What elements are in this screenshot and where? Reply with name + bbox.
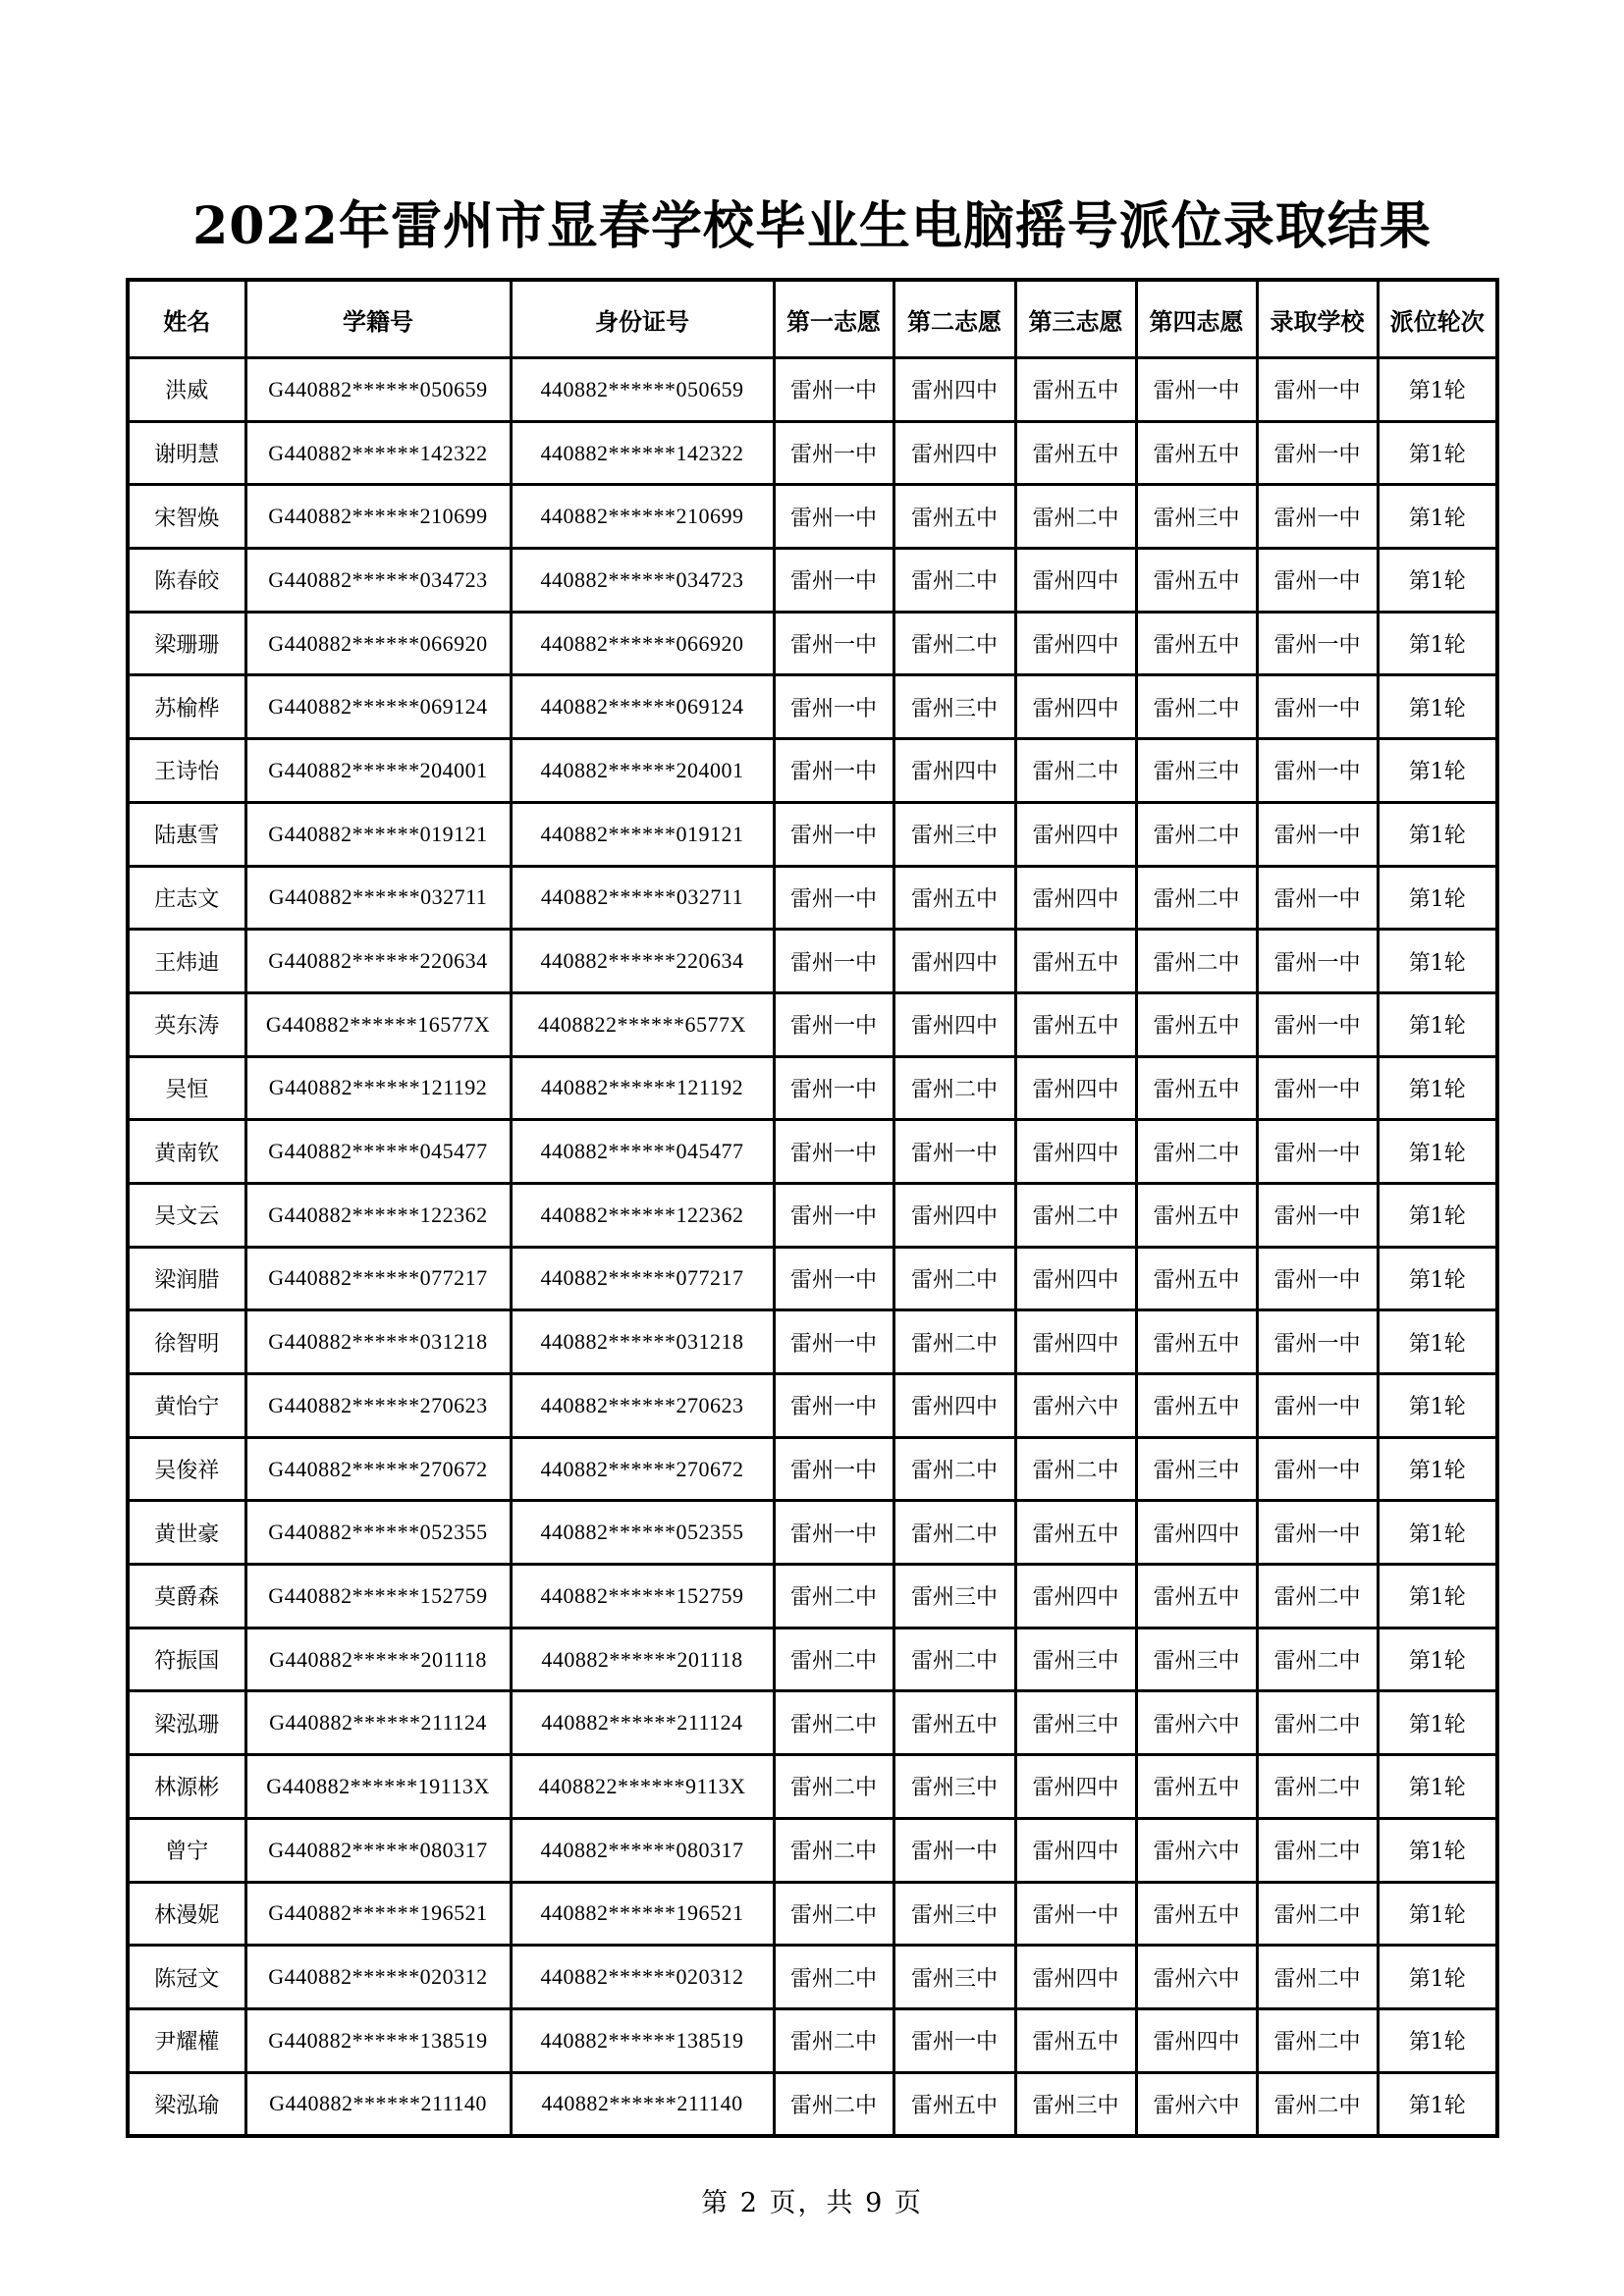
cell-choice-2: 雷州四中	[893, 1183, 1015, 1247]
cell-choice-2: 雷州三中	[893, 1565, 1015, 1629]
table-row	[128, 1120, 1497, 1184]
cell-student-id: G440882******032711	[245, 866, 511, 930]
cell-choice-3: 雷州四中	[1015, 1310, 1136, 1374]
cell-choice-2: 雷州四中	[893, 992, 1015, 1056]
cell-admitted-school: 雷州一中	[1257, 675, 1378, 739]
cell-choice-1: 雷州一中	[774, 1310, 893, 1374]
table-row	[128, 866, 1497, 930]
cell-choice-1: 雷州一中	[774, 992, 893, 1056]
cell-choice-4: 雷州五中	[1136, 1565, 1257, 1629]
cell-id-card: 440882******152759	[511, 1565, 774, 1629]
header-name: 姓名	[128, 280, 245, 358]
cell-name: 吴文云	[128, 1183, 245, 1247]
cell-admitted-school: 雷州一中	[1257, 1247, 1378, 1310]
cell-name: 陈冠文	[128, 1946, 245, 2009]
table-row	[128, 358, 1497, 422]
cell-id-card: 440882******066920	[511, 612, 774, 675]
cell-choice-2: 雷州五中	[893, 1691, 1015, 1755]
cell-name: 黄怡宁	[128, 1374, 245, 1438]
cell-choice-1: 雷州二中	[774, 1946, 893, 2009]
cell-round: 第1轮	[1378, 1437, 1497, 1501]
cell-choice-1: 雷州二中	[774, 2072, 893, 2136]
cell-choice-2: 雷州二中	[893, 1310, 1015, 1374]
cell-choice-3: 雷州五中	[1015, 930, 1136, 993]
table-row	[128, 1247, 1497, 1310]
cell-round: 第1轮	[1378, 1755, 1497, 1819]
cell-student-id: G440882******045477	[245, 1120, 511, 1184]
cell-choice-3: 雷州五中	[1015, 358, 1136, 422]
cell-round: 第1轮	[1378, 549, 1497, 613]
cell-choice-3: 雷州五中	[1015, 992, 1136, 1056]
cell-round: 第1轮	[1378, 739, 1497, 803]
cell-admitted-school: 雷州二中	[1257, 2072, 1378, 2136]
cell-admitted-school: 雷州二中	[1257, 1628, 1378, 1691]
cell-choice-4: 雷州六中	[1136, 1946, 1257, 2009]
header-choice-3: 第三志愿	[1015, 280, 1136, 358]
cell-round: 第1轮	[1378, 1818, 1497, 1882]
table-row	[128, 1755, 1497, 1819]
cell-choice-1: 雷州一中	[774, 739, 893, 803]
cell-choice-4: 雷州五中	[1136, 1755, 1257, 1819]
cell-student-id: G440882******210699	[245, 485, 511, 549]
cell-choice-4: 雷州五中	[1136, 421, 1257, 485]
cell-id-card: 440882******045477	[511, 1120, 774, 1184]
cell-choice-2: 雷州三中	[893, 802, 1015, 866]
cell-choice-3: 雷州四中	[1015, 1946, 1136, 2009]
cell-choice-4: 雷州五中	[1136, 612, 1257, 675]
cell-admitted-school: 雷州一中	[1257, 358, 1378, 422]
cell-choice-3: 雷州三中	[1015, 1691, 1136, 1755]
cell-id-card: 440882******032711	[511, 866, 774, 930]
table-row	[128, 992, 1497, 1056]
cell-admitted-school: 雷州一中	[1257, 1501, 1378, 1565]
cell-student-id: G440882******220634	[245, 930, 511, 993]
cell-id-card: 440882******201118	[511, 1628, 774, 1691]
table-row	[128, 1946, 1497, 2009]
table-row	[128, 1565, 1497, 1629]
cell-id-card: 4408822******6577X	[511, 992, 774, 1056]
cell-choice-1: 雷州一中	[774, 485, 893, 549]
cell-choice-3: 雷州四中	[1015, 1818, 1136, 1882]
cell-round: 第1轮	[1378, 1247, 1497, 1310]
cell-name: 梁润腊	[128, 1247, 245, 1310]
cell-choice-1: 雷州一中	[774, 1437, 893, 1501]
cell-admitted-school: 雷州二中	[1257, 1691, 1378, 1755]
cell-choice-3: 雷州二中	[1015, 1437, 1136, 1501]
cell-choice-1: 雷州二中	[774, 1755, 893, 1819]
cell-name: 吴俊祥	[128, 1437, 245, 1501]
cell-student-id: G440882******270623	[245, 1374, 511, 1438]
cell-choice-3: 雷州六中	[1015, 1374, 1136, 1438]
table-body	[128, 358, 1497, 2137]
cell-choice-4: 雷州五中	[1136, 1247, 1257, 1310]
cell-admitted-school: 雷州二中	[1257, 1946, 1378, 2009]
cell-choice-2: 雷州三中	[893, 1882, 1015, 1946]
cell-name: 谢明慧	[128, 421, 245, 485]
cell-choice-2: 雷州五中	[893, 866, 1015, 930]
table-row	[128, 1691, 1497, 1755]
cell-name: 陆惠雪	[128, 802, 245, 866]
cell-student-id: G440882******122362	[245, 1183, 511, 1247]
cell-round: 第1轮	[1378, 930, 1497, 993]
cell-choice-3: 雷州三中	[1015, 2072, 1136, 2136]
cell-round: 第1轮	[1378, 612, 1497, 675]
cell-choice-2: 雷州一中	[893, 2008, 1015, 2072]
cell-choice-4: 雷州三中	[1136, 1437, 1257, 1501]
cell-id-card: 440882******220634	[511, 930, 774, 993]
cell-name: 吴恒	[128, 1056, 245, 1120]
cell-round: 第1轮	[1378, 675, 1497, 739]
table-row	[128, 1310, 1497, 1374]
header-id-card: 身份证号	[511, 280, 774, 358]
cell-student-id: G440882******196521	[245, 1882, 511, 1946]
cell-student-id: G440882******152759	[245, 1565, 511, 1629]
cell-choice-1: 雷州一中	[774, 1501, 893, 1565]
cell-choice-1: 雷州一中	[774, 802, 893, 866]
cell-choice-1: 雷州一中	[774, 1056, 893, 1120]
cell-admitted-school: 雷州一中	[1257, 485, 1378, 549]
cell-choice-3: 雷州四中	[1015, 675, 1136, 739]
cell-choice-4: 雷州二中	[1136, 1120, 1257, 1184]
cell-choice-4: 雷州二中	[1136, 930, 1257, 993]
header-admitted-school: 录取学校	[1257, 280, 1378, 358]
header-choice-2: 第二志愿	[893, 280, 1015, 358]
cell-choice-1: 雷州二中	[774, 1691, 893, 1755]
cell-choice-3: 雷州四中	[1015, 1565, 1136, 1629]
cell-student-id: G440882******080317	[245, 1818, 511, 1882]
cell-admitted-school: 雷州一中	[1257, 739, 1378, 803]
cell-round: 第1轮	[1378, 1882, 1497, 1946]
cell-admitted-school: 雷州一中	[1257, 549, 1378, 613]
cell-choice-3: 雷州四中	[1015, 612, 1136, 675]
cell-name: 王诗怡	[128, 739, 245, 803]
cell-student-id: G440882******050659	[245, 358, 511, 422]
cell-name: 苏榆桦	[128, 675, 245, 739]
cell-id-card: 440882******031218	[511, 1310, 774, 1374]
cell-name: 英东涛	[128, 992, 245, 1056]
cell-student-id: G440882******020312	[245, 1946, 511, 2009]
cell-choice-2: 雷州三中	[893, 1946, 1015, 2009]
cell-id-card: 440882******034723	[511, 549, 774, 613]
cell-student-id: G440882******211140	[245, 2072, 511, 2136]
cell-student-id: G440882******034723	[245, 549, 511, 613]
cell-student-id: G440882******069124	[245, 675, 511, 739]
cell-choice-2: 雷州二中	[893, 1247, 1015, 1310]
cell-name: 林漫妮	[128, 1882, 245, 1946]
cell-admitted-school: 雷州二中	[1257, 1755, 1378, 1819]
cell-choice-1: 雷州一中	[774, 930, 893, 993]
cell-choice-4: 雷州五中	[1136, 1183, 1257, 1247]
cell-choice-1: 雷州一中	[774, 1183, 893, 1247]
cell-id-card: 440882******211124	[511, 1691, 774, 1755]
cell-student-id: G440882******19113X	[245, 1755, 511, 1819]
cell-id-card: 440882******196521	[511, 1882, 774, 1946]
cell-id-card: 440882******122362	[511, 1183, 774, 1247]
cell-choice-4: 雷州五中	[1136, 1374, 1257, 1438]
cell-choice-1: 雷州一中	[774, 866, 893, 930]
cell-admitted-school: 雷州一中	[1257, 1056, 1378, 1120]
cell-name: 宋智焕	[128, 485, 245, 549]
cell-admitted-school: 雷州一中	[1257, 1437, 1378, 1501]
cell-student-id: G440882******077217	[245, 1247, 511, 1310]
cell-choice-4: 雷州三中	[1136, 485, 1257, 549]
table-header-row	[128, 280, 1497, 358]
cell-name: 梁泓珊	[128, 1691, 245, 1755]
cell-name: 陈春皎	[128, 549, 245, 613]
cell-round: 第1轮	[1378, 1056, 1497, 1120]
header-student-id: 学籍号	[245, 280, 511, 358]
cell-choice-3: 雷州三中	[1015, 1628, 1136, 1691]
cell-admitted-school: 雷州一中	[1257, 1374, 1378, 1438]
table-row	[128, 2072, 1497, 2136]
cell-choice-1: 雷州二中	[774, 1882, 893, 1946]
cell-choice-4: 雷州四中	[1136, 2008, 1257, 2072]
cell-choice-3: 雷州五中	[1015, 2008, 1136, 2072]
cell-choice-3: 雷州四中	[1015, 1247, 1136, 1310]
cell-round: 第1轮	[1378, 1120, 1497, 1184]
cell-choice-4: 雷州五中	[1136, 1310, 1257, 1374]
cell-round: 第1轮	[1378, 1691, 1497, 1755]
cell-choice-2: 雷州四中	[893, 358, 1015, 422]
cell-id-card: 440882******080317	[511, 1818, 774, 1882]
cell-id-card: 440882******138519	[511, 2008, 774, 2072]
cell-choice-1: 雷州二中	[774, 1565, 893, 1629]
header-choice-4: 第四志愿	[1136, 280, 1257, 358]
cell-choice-1: 雷州一中	[774, 612, 893, 675]
cell-admitted-school: 雷州一中	[1257, 1120, 1378, 1184]
cell-name: 曾宁	[128, 1818, 245, 1882]
table-row	[128, 549, 1497, 613]
cell-choice-2: 雷州二中	[893, 1437, 1015, 1501]
cell-name: 林源彬	[128, 1755, 245, 1819]
cell-choice-1: 雷州一中	[774, 1120, 893, 1184]
cell-round: 第1轮	[1378, 485, 1497, 549]
cell-choice-4: 雷州五中	[1136, 549, 1257, 613]
cell-choice-4: 雷州一中	[1136, 358, 1257, 422]
cell-admitted-school: 雷州一中	[1257, 421, 1378, 485]
cell-student-id: G440882******066920	[245, 612, 511, 675]
cell-student-id: G440882******138519	[245, 2008, 511, 2072]
table-row	[128, 612, 1497, 675]
page-number: 第 2 页，共 9 页	[701, 2188, 923, 2218]
cell-choice-1: 雷州一中	[774, 358, 893, 422]
cell-choice-4: 雷州六中	[1136, 1818, 1257, 1882]
cell-student-id: G440882******052355	[245, 1501, 511, 1565]
cell-id-card: 440882******050659	[511, 358, 774, 422]
table-row	[128, 1437, 1497, 1501]
cell-name: 徐智明	[128, 1310, 245, 1374]
cell-admitted-school: 雷州一中	[1257, 1310, 1378, 1374]
cell-admitted-school: 雷州一中	[1257, 612, 1378, 675]
cell-choice-1: 雷州一中	[774, 1374, 893, 1438]
table-row	[128, 930, 1497, 993]
cell-id-card: 440882******121192	[511, 1056, 774, 1120]
cell-id-card: 440882******077217	[511, 1247, 774, 1310]
cell-admitted-school: 雷州一中	[1257, 992, 1378, 1056]
cell-admitted-school: 雷州二中	[1257, 1818, 1378, 1882]
cell-choice-4: 雷州二中	[1136, 866, 1257, 930]
header-choice-1: 第一志愿	[774, 280, 893, 358]
cell-id-card: 440882******210699	[511, 485, 774, 549]
cell-choice-2: 雷州二中	[893, 1056, 1015, 1120]
cell-choice-2: 雷州三中	[893, 1755, 1015, 1819]
cell-name: 黄世豪	[128, 1501, 245, 1565]
cell-admitted-school: 雷州二中	[1257, 1882, 1378, 1946]
table-row	[128, 1374, 1497, 1438]
cell-choice-1: 雷州二中	[774, 2008, 893, 2072]
cell-choice-3: 雷州五中	[1015, 421, 1136, 485]
cell-name: 梁珊珊	[128, 612, 245, 675]
cell-round: 第1轮	[1378, 992, 1497, 1056]
header-round: 派位轮次	[1378, 280, 1497, 358]
cell-choice-2: 雷州四中	[893, 1374, 1015, 1438]
cell-choice-4: 雷州五中	[1136, 1056, 1257, 1120]
cell-id-card: 440882******020312	[511, 1946, 774, 2009]
cell-student-id: G440882******201118	[245, 1628, 511, 1691]
cell-choice-3: 雷州四中	[1015, 1755, 1136, 1819]
table-row	[128, 1056, 1497, 1120]
cell-choice-3: 雷州一中	[1015, 1882, 1136, 1946]
cell-choice-2: 雷州二中	[893, 612, 1015, 675]
cell-choice-2: 雷州四中	[893, 421, 1015, 485]
table-row	[128, 1628, 1497, 1691]
cell-choice-3: 雷州四中	[1015, 802, 1136, 866]
cell-choice-3: 雷州四中	[1015, 1056, 1136, 1120]
cell-choice-3: 雷州四中	[1015, 1120, 1136, 1184]
table-row	[128, 1818, 1497, 1882]
cell-choice-2: 雷州一中	[893, 1818, 1015, 1882]
cell-round: 第1轮	[1378, 1501, 1497, 1565]
cell-round: 第1轮	[1378, 1310, 1497, 1374]
table-row	[128, 1501, 1497, 1565]
cell-student-id: G440882******121192	[245, 1056, 511, 1120]
cell-admitted-school: 雷州一中	[1257, 1183, 1378, 1247]
cell-admitted-school: 雷州一中	[1257, 930, 1378, 993]
cell-choice-4: 雷州六中	[1136, 2072, 1257, 2136]
cell-round: 第1轮	[1378, 1628, 1497, 1691]
cell-round: 第1轮	[1378, 866, 1497, 930]
cell-id-card: 4408822******9113X	[511, 1755, 774, 1819]
cell-choice-1: 雷州二中	[774, 1628, 893, 1691]
cell-id-card: 440882******142322	[511, 421, 774, 485]
table-row	[128, 421, 1497, 485]
table-row	[128, 1882, 1497, 1946]
cell-round: 第1轮	[1378, 1183, 1497, 1247]
cell-choice-4: 雷州二中	[1136, 802, 1257, 866]
cell-choice-1: 雷州一中	[774, 421, 893, 485]
cell-choice-4: 雷州五中	[1136, 992, 1257, 1056]
cell-choice-3: 雷州二中	[1015, 1183, 1136, 1247]
cell-choice-2: 雷州五中	[893, 2072, 1015, 2136]
cell-student-id: G440882******142322	[245, 421, 511, 485]
cell-choice-3: 雷州二中	[1015, 739, 1136, 803]
cell-choice-1: 雷州一中	[774, 1247, 893, 1310]
table-row	[128, 2008, 1497, 2072]
cell-name: 黄南钦	[128, 1120, 245, 1184]
cell-round: 第1轮	[1378, 2008, 1497, 2072]
cell-admitted-school: 雷州一中	[1257, 866, 1378, 930]
cell-choice-2: 雷州五中	[893, 485, 1015, 549]
cell-choice-2: 雷州二中	[893, 1628, 1015, 1691]
cell-choice-4: 雷州三中	[1136, 739, 1257, 803]
cell-name: 梁泓瑜	[128, 2072, 245, 2136]
cell-id-card: 440882******211140	[511, 2072, 774, 2136]
cell-round: 第1轮	[1378, 1565, 1497, 1629]
cell-admitted-school: 雷州二中	[1257, 1565, 1378, 1629]
cell-round: 第1轮	[1378, 1374, 1497, 1438]
cell-choice-1: 雷州一中	[774, 675, 893, 739]
cell-id-card: 440882******052355	[511, 1501, 774, 1565]
cell-student-id: G440882******019121	[245, 802, 511, 866]
cell-round: 第1轮	[1378, 802, 1497, 866]
cell-student-id: G440882******16577X	[245, 992, 511, 1056]
cell-choice-3: 雷州二中	[1015, 485, 1136, 549]
cell-id-card: 440882******069124	[511, 675, 774, 739]
cell-choice-2: 雷州四中	[893, 739, 1015, 803]
cell-student-id: G440882******031218	[245, 1310, 511, 1374]
cell-name: 符振国	[128, 1628, 245, 1691]
cell-student-id: G440882******211124	[245, 1691, 511, 1755]
cell-choice-3: 雷州五中	[1015, 1501, 1136, 1565]
cell-choice-4: 雷州二中	[1136, 675, 1257, 739]
cell-round: 第1轮	[1378, 1946, 1497, 2009]
cell-choice-2: 雷州二中	[893, 1501, 1015, 1565]
cell-choice-4: 雷州三中	[1136, 1628, 1257, 1691]
cell-student-id: G440882******204001	[245, 739, 511, 803]
document-title: 2022年雷州市显春学校毕业生电脑摇号派位录取结果	[192, 196, 1432, 256]
cell-name: 洪威	[128, 358, 245, 422]
cell-choice-4: 雷州五中	[1136, 1882, 1257, 1946]
table-row	[128, 739, 1497, 803]
table-row	[128, 485, 1497, 549]
cell-choice-1: 雷州二中	[774, 1818, 893, 1882]
cell-name: 莫爵森	[128, 1565, 245, 1629]
cell-student-id: G440882******270672	[245, 1437, 511, 1501]
table-row	[128, 802, 1497, 866]
cell-id-card: 440882******019121	[511, 802, 774, 866]
cell-choice-2: 雷州三中	[893, 675, 1015, 739]
cell-round: 第1轮	[1378, 358, 1497, 422]
cell-name: 王炜迪	[128, 930, 245, 993]
cell-choice-1: 雷州一中	[774, 549, 893, 613]
cell-id-card: 440882******270672	[511, 1437, 774, 1501]
cell-choice-4: 雷州六中	[1136, 1691, 1257, 1755]
cell-name: 庄志文	[128, 866, 245, 930]
cell-round: 第1轮	[1378, 2072, 1497, 2136]
admission-results-table	[126, 278, 1499, 2138]
cell-round: 第1轮	[1378, 421, 1497, 485]
cell-choice-2: 雷州一中	[893, 1120, 1015, 1184]
cell-name: 尹耀權	[128, 2008, 245, 2072]
table-row	[128, 1183, 1497, 1247]
cell-choice-3: 雷州四中	[1015, 549, 1136, 613]
cell-id-card: 440882******270623	[511, 1374, 774, 1438]
cell-id-card: 440882******204001	[511, 739, 774, 803]
cell-admitted-school: 雷州一中	[1257, 802, 1378, 866]
cell-admitted-school: 雷州二中	[1257, 2008, 1378, 2072]
cell-choice-2: 雷州二中	[893, 549, 1015, 613]
table-row	[128, 675, 1497, 739]
cell-choice-4: 雷州四中	[1136, 1501, 1257, 1565]
cell-choice-2: 雷州四中	[893, 930, 1015, 993]
cell-choice-3: 雷州四中	[1015, 866, 1136, 930]
